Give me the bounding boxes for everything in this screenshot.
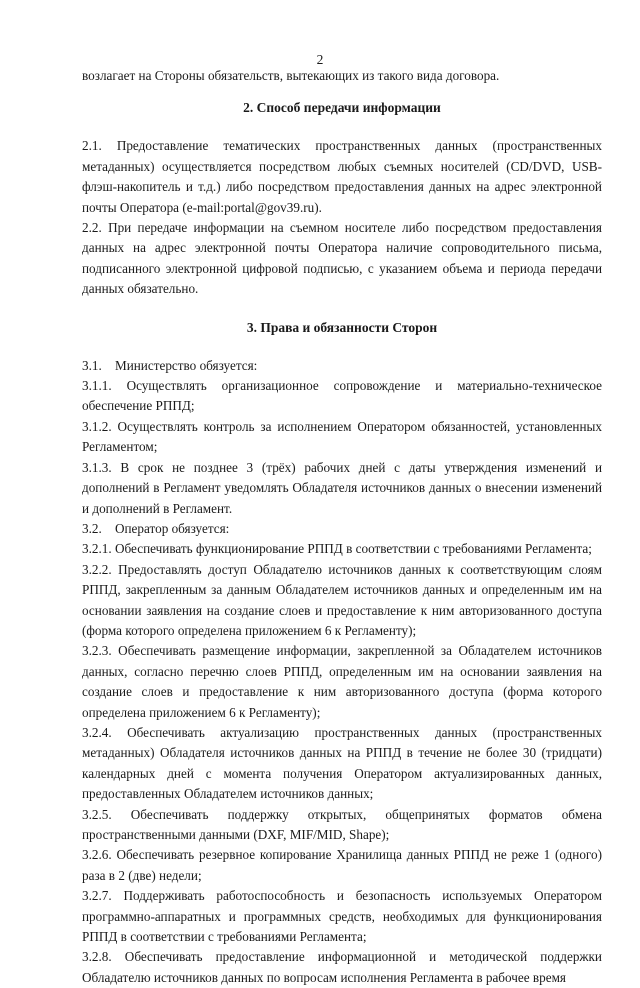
clause-number: 2.1. <box>82 138 102 154</box>
clause-number: 3.2.4. <box>82 724 112 740</box>
paragraph-2-2 <box>82 218 602 300</box>
clause-text: Обеспечивать функционирование РППД в соответствии с требованиями Регламента; <box>114 541 592 557</box>
document-body <box>82 66 602 988</box>
clause-text: Обеспечивать предоставление информационной и методической поддержки Обладателю источников данных по вопросам исполнения Регламента в рабочее время <box>82 949 602 985</box>
clause-number: 3.1.2. <box>82 418 112 434</box>
clause-text: Осуществлять организационное сопровождение и материально-техническое обеспечение РППД; <box>82 378 602 414</box>
paragraph-3-2-3 <box>82 641 602 723</box>
clause-number: 3.2.6. <box>82 847 112 863</box>
paragraph-3-2 <box>82 519 602 539</box>
clause-number: 3.1. <box>82 357 102 373</box>
paragraph-3-1-3 <box>82 458 602 519</box>
clause-text: Министерство обязуется: <box>114 357 258 373</box>
clause-text: Обеспечивать размещение информации, закрепленной за Обладателем источников данных, согласно перечню слоев РППД, определенным им на основании заявления на создание слоев и предоставление к ним авторизованного доступа (форма которого определена приложением 6 к Регламенту); <box>82 643 602 720</box>
clause-text: Предоставление тематических пространственных данных (пространственных метаданных) осуществляется посредством любых съемных носителей (CD/DVD, USB-флэш-накопитель и т.д.) либо посредством предоставления данных на адрес электронной почты Оператора (e-mail:portal@gov39.ru). <box>82 138 602 215</box>
clause-number: 3.2. <box>82 520 102 536</box>
clause-number: 3.2.8. <box>82 949 112 965</box>
paragraph-3-2-7 <box>82 886 602 947</box>
section-2-heading: 2. Способ передачи информации <box>243 100 441 116</box>
paragraph-2-1 <box>82 136 602 218</box>
clause-text: Предоставлять доступ Обладателю источников данных к соответствующим слоям РППД, закрепленным за данным Обладателем источников данных и определенным им на основании заявления на создание слоев и предоставление к ним авторизованного доступа (форма которого определена приложением 6 к Регламенту); <box>82 561 602 638</box>
clause-number: 3.1.1. <box>82 378 112 394</box>
clause-text: Обеспечивать поддержку открытых, общепринятых форматов обмена пространственными данными (DXF, MIF/MID, Shape); <box>82 806 602 842</box>
clause-number: 3.2.5. <box>82 806 112 822</box>
clause-text: Поддерживать работоспособность и безопасность используемых Оператором программно-аппаратных и программных средств, необходимых для функционирования РППД в соответствии с требованиями Регламента; <box>82 888 602 945</box>
clause-text: Оператор обязуется: <box>114 520 230 536</box>
section-3-heading: 3. Права и обязанности Сторон <box>246 319 438 335</box>
clause-number: 3.2.1. <box>82 541 112 557</box>
clause-number: 3.2.2. <box>82 561 112 577</box>
clause-text: При передаче информации на съемном носителе либо посредством предоставления данных на адрес электронной почты Оператора наличие сопроводительного письма, подписанного электронной цифровой подписью, с указанием объема и периода передачи данных обязательно. <box>82 220 603 297</box>
clause-text: Осуществлять контроль за исполнением Оператором обязанностей, установленных Регламентом; <box>82 418 602 455</box>
paragraph-3-1-2 <box>82 417 602 458</box>
paragraph-3-2-8 <box>82 947 602 988</box>
page-number: 2 <box>316 52 324 67</box>
clause-text: В срок не позднее 3 (трёх) рабочих дней с даты утверждения изменений и дополнений в Регламент уведомлять Обладателя источников данных о внесении изменений и дополнений в Регламент. <box>82 459 603 516</box>
paragraph-3-2-5 <box>82 805 602 846</box>
clause-number: 3.1.3. <box>82 459 112 475</box>
paragraph-3-1-1 <box>82 376 602 417</box>
clause-number: 2.2. <box>82 220 102 236</box>
clause-number: 3.2.3. <box>82 643 112 659</box>
paragraph-3-2-6 <box>82 845 602 886</box>
clause-number: 3.2.7. <box>82 888 112 904</box>
paragraph-3-2-4 <box>82 723 602 805</box>
clause-text: Обеспечивать резервное копирование Хранилища данных РППД не реже 1 (одного) раза в 2 (две) недели; <box>82 847 602 883</box>
paragraph-3-2-2 <box>82 560 602 642</box>
paragraph-3-1 <box>82 356 602 376</box>
intro-paragraph: возлагает на Стороны обязательств, вытекающих из такого вида договора. <box>82 68 500 83</box>
paragraph-3-2-1 <box>82 539 602 559</box>
clause-text: Обеспечивать актуализацию пространственных данных (пространственных метаданных) Обладателя источников данных на РППД в течение не более 30 (тридцати) календарных дней с момента получения Оператором актуализированных данных, предоставленных Обладателем источников данных; <box>82 724 602 802</box>
